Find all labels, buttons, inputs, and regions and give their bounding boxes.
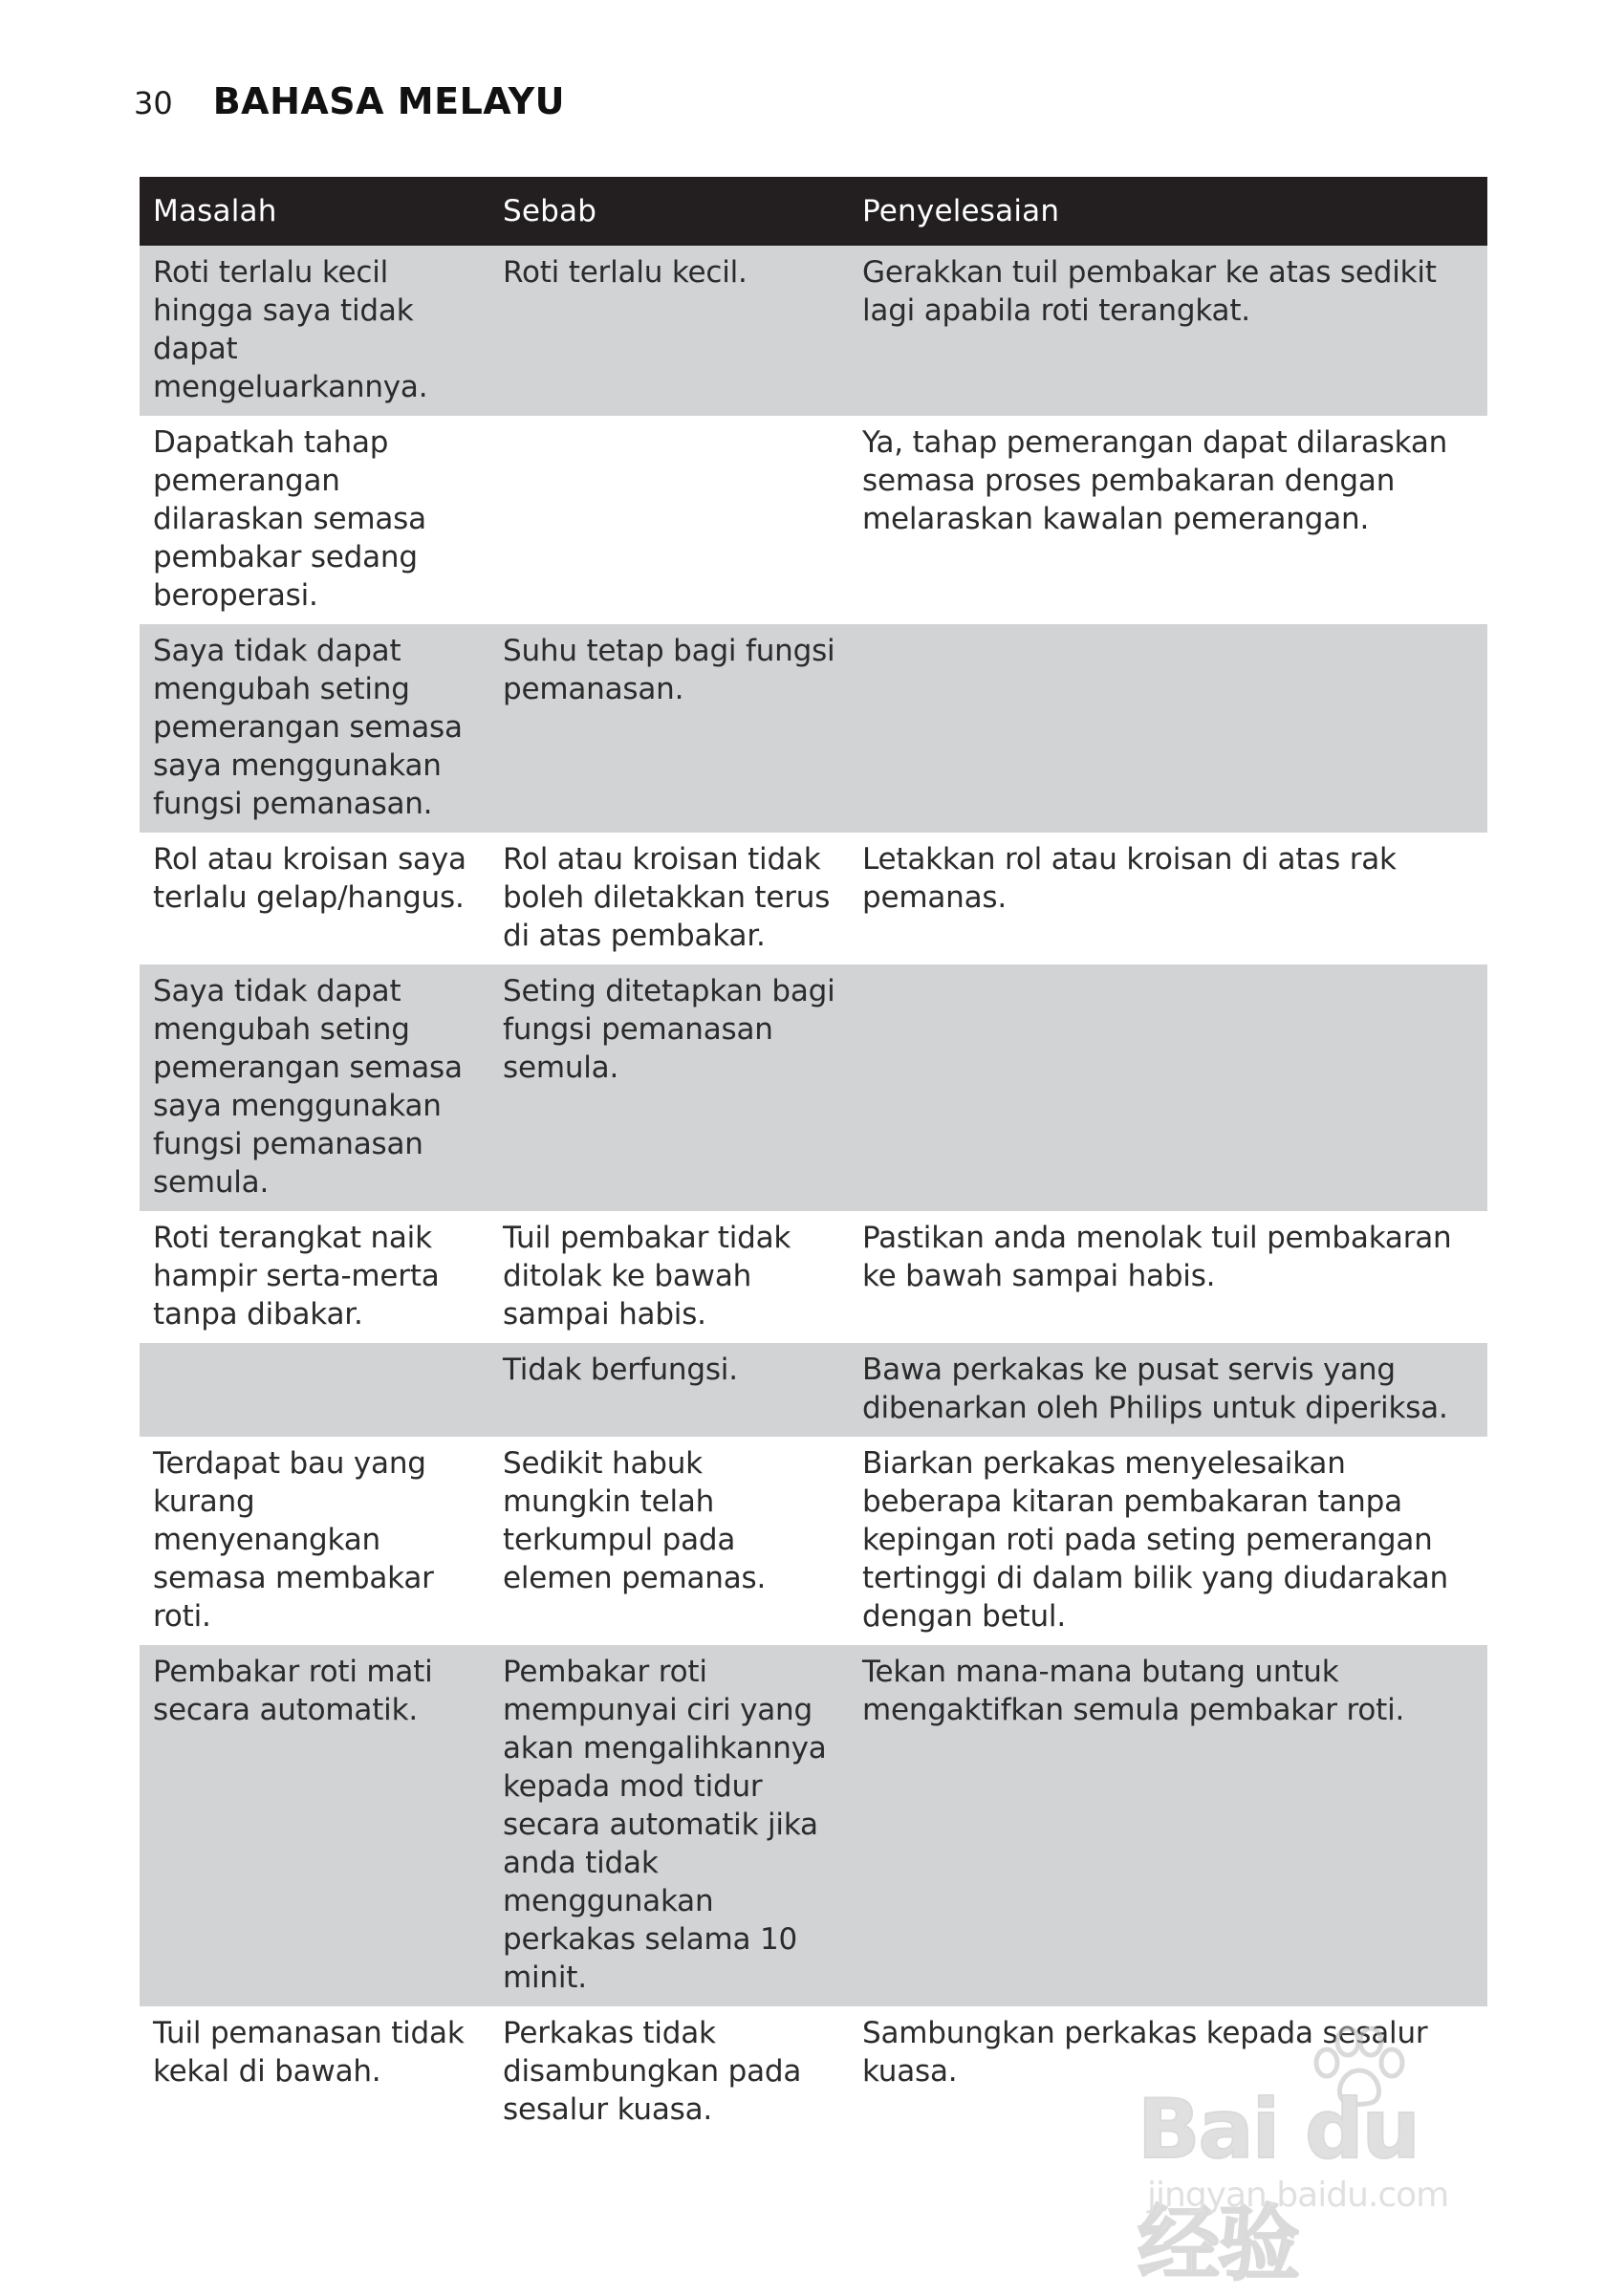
problem-cell: Pembakar roti mati secara automatik.: [140, 1645, 489, 2006]
page-header: [134, 80, 565, 126]
cause-cell: Perkakas tidak disambungkan pada sesalur kuasa.: [489, 2006, 849, 2138]
table-row: [140, 1343, 1487, 1437]
cause-cell: [489, 416, 849, 624]
troubleshooting-table: [140, 177, 1487, 2138]
page-number: 30: [134, 85, 173, 121]
page-title: BAHASA MELAYU: [212, 80, 565, 122]
column-header-solution: Penyelesaian: [849, 177, 1487, 246]
table-row: [140, 1645, 1487, 2006]
column-header-problem: Masalah: [140, 177, 489, 246]
problem-cell: Saya tidak dapat mengubah seting pemerangan semasa saya menggunakan fungsi pemanasan semula.: [140, 964, 489, 1211]
cause-cell: Pembakar roti mempunyai ciri yang akan mengalihkannya kepada mod tidur secara automatik jika anda tidak menggunakan perkakas selama 10 minit.: [489, 1645, 849, 2006]
problem-cell: Saya tidak dapat mengubah seting pemerangan semasa saya menggunakan fungsi pemanasan.: [140, 624, 489, 833]
table-row: [140, 1437, 1487, 1645]
cause-cell: Roti terlalu kecil.: [489, 246, 849, 416]
watermark-brand: Bai du 经验: [1138, 2082, 1419, 2292]
solution-cell: [849, 964, 1487, 1211]
problem-cell: Tuil pemanasan tidak kekal di bawah.: [140, 2006, 489, 2138]
solution-cell: Sambungkan perkakas kepada sesalur kuasa.: [849, 2006, 1487, 2138]
watermark-url: jingyan.baidu.com: [1147, 2176, 1449, 2215]
solution-cell: Ya, tahap pemerangan dapat dilaraskan semasa proses pembakaran dengan melaraskan kawalan pemerangan.: [849, 416, 1487, 624]
problem-cell: [140, 1343, 489, 1437]
problem-cell: Rol atau kroisan saya terlalu gelap/hangus.: [140, 833, 489, 964]
solution-cell: Letakkan rol atau kroisan di atas rak pemanas.: [849, 833, 1487, 964]
cause-cell: Tuil pembakar tidak ditolak ke bawah sampai habis.: [489, 1211, 849, 1343]
cause-cell: Seting ditetapkan bagi fungsi pemanasan semula.: [489, 964, 849, 1211]
cause-cell: Tidak berfungsi.: [489, 1343, 849, 1437]
cause-cell: Rol atau kroisan tidak boleh diletakkan terus di atas pembakar.: [489, 833, 849, 964]
table-row: [140, 624, 1487, 833]
table-row: [140, 416, 1487, 624]
problem-cell: Terdapat bau yang kurang menyenangkan semasa membakar roti.: [140, 1437, 489, 1645]
table-row: [140, 1211, 1487, 1343]
solution-cell: Bawa perkakas ke pusat servis yang dibenarkan oleh Philips untuk diperiksa.: [849, 1343, 1487, 1437]
solution-cell: Pastikan anda menolak tuil pembakaran ke bawah sampai habis.: [849, 1211, 1487, 1343]
table-header-row: [140, 177, 1487, 246]
solution-cell: Tekan mana-mana butang untuk mengaktifkan semula pembakar roti.: [849, 1645, 1487, 2006]
cause-cell: Sedikit habuk mungkin telah terkumpul pada elemen pemanas.: [489, 1437, 849, 1645]
table-row: [140, 246, 1487, 416]
cause-cell: Suhu tetap bagi fungsi pemanasan.: [489, 624, 849, 833]
problem-cell: Roti terangkat naik hampir serta-merta tanpa dibakar.: [140, 1211, 489, 1343]
problem-cell: Dapatkah tahap pemerangan dilaraskan semasa pembakar sedang beroperasi.: [140, 416, 489, 624]
baidu-watermark: [1118, 2025, 1520, 2292]
problem-cell: Roti terlalu kecil hingga saya tidak dapat mengeluarkannya.: [140, 246, 489, 416]
table-row: [140, 833, 1487, 964]
column-header-cause: Sebab: [489, 177, 849, 246]
solution-cell: Biarkan perkakas menyelesaikan beberapa kitaran pembakaran tanpa kepingan roti pada seting pemerangan tertinggi di dalam bilik yang diudarakan dengan betul.: [849, 1437, 1487, 1645]
solution-cell: Gerakkan tuil pembakar ke atas sedikit lagi apabila roti terangkat.: [849, 246, 1487, 416]
solution-cell: [849, 624, 1487, 833]
table-row: [140, 964, 1487, 1211]
